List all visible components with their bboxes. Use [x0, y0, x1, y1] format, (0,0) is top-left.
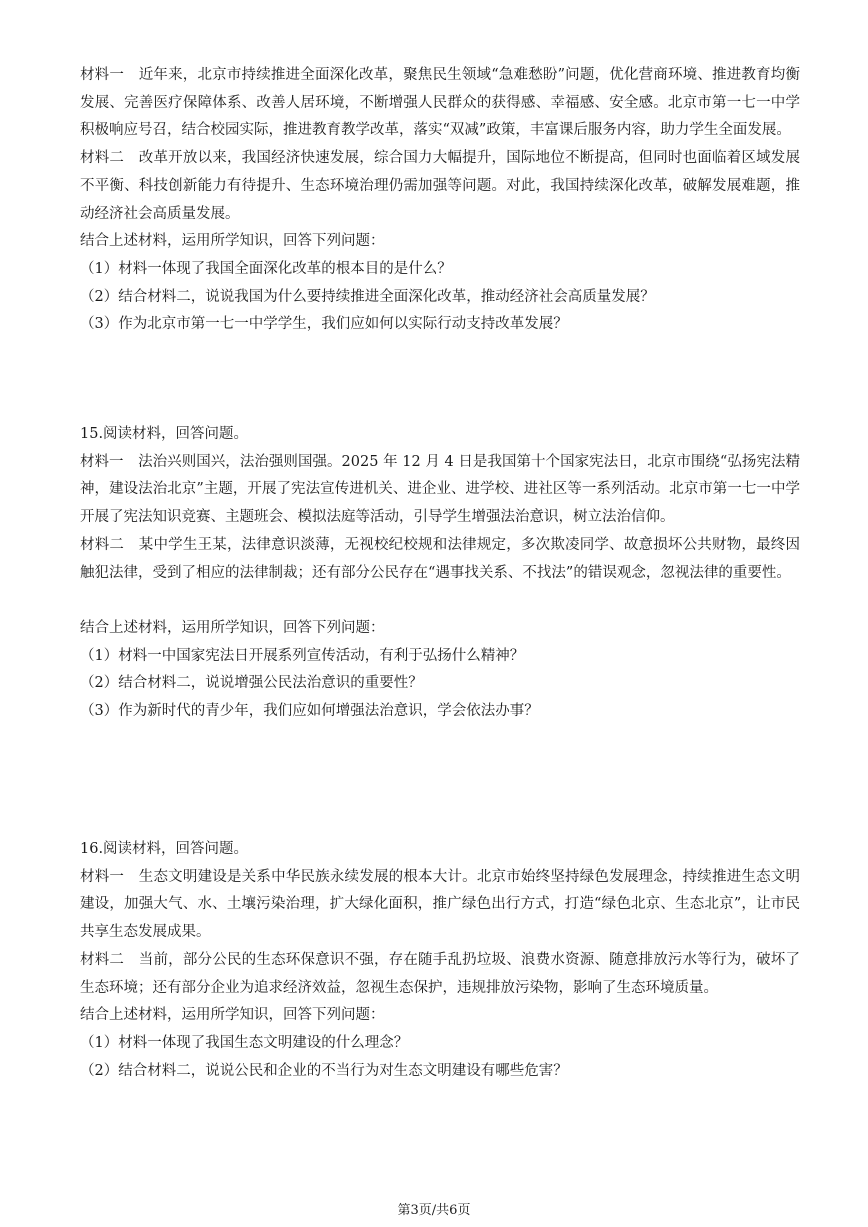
question-title: 15.阅读材料，回答问题。	[80, 426, 249, 442]
sub-question-3: （3）作为新时代的青少年，我们应如何增强法治意识，学会依法办事？	[80, 702, 539, 719]
material-one: 材料一 法治兴则国兴，法治强则国强。2025 年 12 月 4 日是我国第十个国家宪法日，北京市围绕“弘扬宪法精神，建设法治北京”主题，开展了宪法宣传进机关、进企业、进学校、进社区等一系列活动。北京市第一七一中学开展了宪法知识竞赛、主题班会、模拟法庭等活动，引导学生增强法治意识，树立法治信仰。	[80, 453, 800, 526]
material-two: 材料二 改革开放以来，我国经济快速发展，综合国力大幅提升，国际地位不断提高，但同时也面临着区域发展不平衡、科技创新能力有待提升、生态环境治理仍需加强等问题。对此，我国持续深化改革，破解发展难题，推动经济社会高质量发展。	[80, 150, 800, 222]
question-title: 16.阅读材料，回答问题。	[80, 841, 249, 857]
material-two: 材料二 当前，部分公民的生态环保意识不强，存在随手乱扔垃圾、浪费水资源、随意排放污水等行为，破坏了生态环境；还有部分企业为追求经济效益，忽视生态保护，违规排放污染物，影响了生态环境质量。	[80, 951, 800, 996]
material-two: 材料二 某中学生王某，法律意识淡薄，无视校纪校规和法律规定，多次欺凌同学、故意损坏公共财物，最终因触犯法律，受到了相应的法律制裁；还有部分公民存在“遇事找关系、不找法”的错误观念，忽视法律的重要性。	[80, 536, 800, 581]
question-prompt: 结合上述材料，运用所学知识，回答下列问题：	[80, 233, 385, 250]
sub-question-3: （3）作为北京市第一七一中学学生，我们应如何以实际行动支持改革发展？	[80, 316, 568, 333]
sub-question-2: （2）结合材料二，说说增强公民法治意识的重要性？	[80, 675, 423, 692]
material-one: 材料一 生态文明建设是关系中华民族永续发展的根本大计。北京市始终坚持绿色发展理念，持续推进生态文明建设，加强大气、水、土壤污染治理，扩大绿化面积，推广绿色出行方式，打造“绿色北京、生态北京”，让市民共享生态发展成果。	[80, 868, 800, 941]
sub-question-2: （2）结合材料二，说说公民和企业的不当行为对生态文明建设有哪些危害？	[80, 1062, 568, 1079]
sub-question-2: （2）结合材料二，说说我国为什么要持续推进全面深化改革，推动经济社会高质量发展？	[80, 288, 655, 305]
question-prompt: 结合上述材料，运用所学知识，回答下列问题：	[80, 1007, 385, 1024]
page-footer: 第3页/共6页	[397, 1203, 471, 1218]
sub-question-1: （1）材料一中国家宪法日开展系列宣传活动，有利于弘扬什么精神？	[80, 647, 525, 664]
question-15	[80, 421, 800, 726]
material-one: 材料一 近年来，北京市持续推进全面深化改革，聚焦民生领域“急难愁盼”问题，优化营商环境、推进教育均衡发展、完善医疗保障体系、改善人居环境，不断增强人民群众的获得感、幸福感、安全感。北京市第一七一中学积极响应号召，结合校园实际，推进教育教学改革，落实“双减”政策，丰富课后服务内容，助力学生全面发展。	[80, 67, 800, 139]
question-16	[80, 836, 800, 1085]
reform-section	[80, 62, 800, 339]
sub-question-1: （1）材料一体现了我国生态文明建设的什么理念？	[80, 1034, 409, 1051]
sub-question-1: （1）材料一体现了我国全面深化改革的根本目的是什么？	[80, 260, 452, 277]
question-prompt: 结合上述材料，运用所学知识，回答下列问题：	[80, 619, 385, 636]
